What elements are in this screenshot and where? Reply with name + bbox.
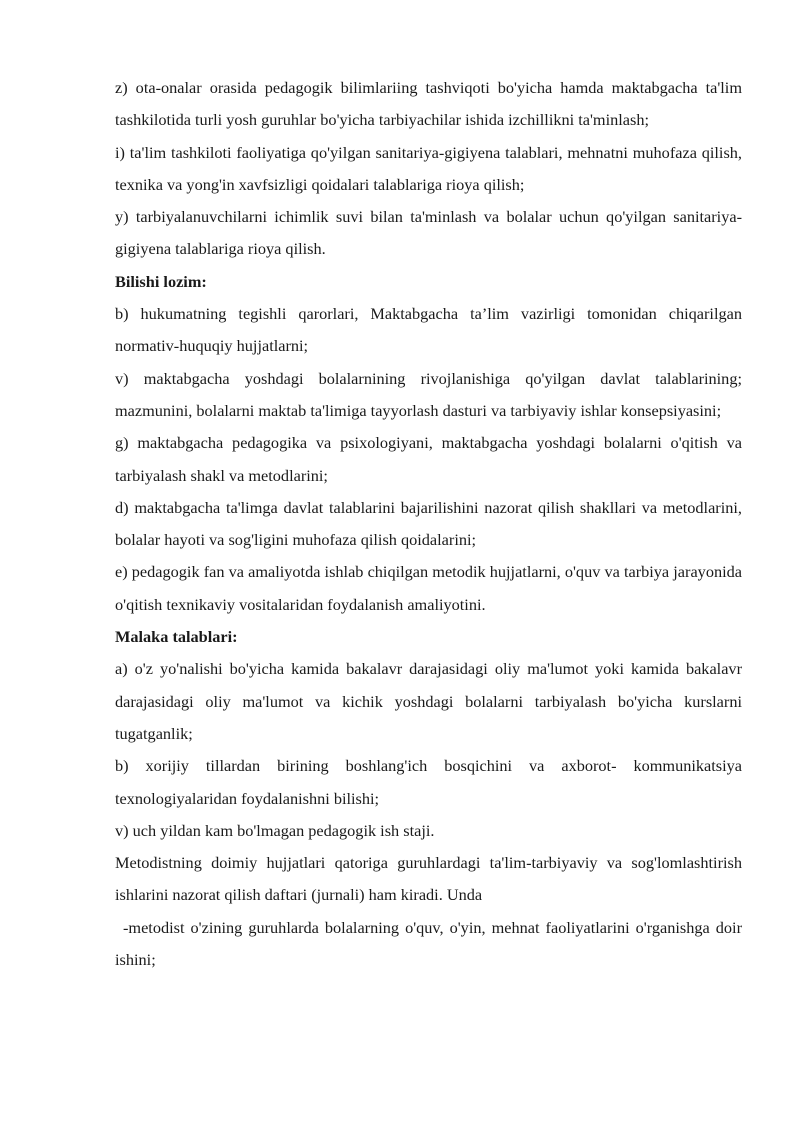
section-heading-bilishi-lozim: Bilishi lozim:: [115, 271, 207, 291]
paragraph-item-b-qualification: b) xorijiy tillardan birining boshlang'ich bosqichini va axborot- kommunikatsiya texnologiyalaridan foydalanishni bilishi;: [115, 756, 742, 808]
document-page: [115, 72, 742, 976]
paragraph-metodist-documents: Metodistning doimiy hujjatlari qatoriga guruhlardagi ta'lim-tarbiyaviy va sog'lomlashtirish ishlarini nazorat qilish daftari (jurnali) ham kiradi. Unda: [115, 853, 742, 905]
paragraph-item-e-knowledge: e) pedagogik fan va amaliyotda ishlab chiqilgan metodik hujjatlarni, o'quv va tarbiya jarayonida o'qitish texnikaviy vositalaridan foydalanish amaliyotini.: [115, 562, 742, 614]
paragraph-item-g-knowledge: g) maktabgacha pedagogika va psixologiyani, maktabgacha yoshdagi bolalarni o'qitish va tarbiyalash shakl va metodlarini;: [115, 433, 742, 485]
paragraph-item-y: y) tarbiyalanuvchilarni ichimlik suvi bilan ta'minlash va bolalar uchun qo'yilgan sanitariya-gigiyena talablariga rioya qilish.: [115, 207, 742, 259]
paragraph-item-d-knowledge: d) maktabgacha ta'limga davlat talablarini bajarilishini nazorat qilish shakllari va metodlarini, bolalar hayoti va sog'ligini muhofaza qilish qoidalarini;: [115, 497, 742, 550]
paragraph-item-i: i) ta'lim tashkiloti faoliyatiga qo'yilgan sanitariya-gigiyena talablari, mehnatni muhofaza qilish, texnika va yong'in xavfsizligi qoidalari talablariga rioya qilish;: [115, 142, 742, 194]
paragraph-item-a-qualification: a) o'z yo'nalishi bo'yicha kamida bakalavr darajasidagi oliy ma'lumot yoki kamida bakalavr darajasidagi oliy ma'lumot va kichik yoshdagi bolalarni tarbiyalash bo'yicha kurslarni tugatganlik;: [115, 659, 742, 743]
paragraph-item-v-knowledge: v) maktabgacha yoshdagi bolalarnining rivojlanishiga qo'yilgan davlat talablarining; mazmunini, bolalarni maktab ta'limiga tayyorlash dasturi va tarbiyaviy ishlar konsepsiyasini;: [115, 368, 742, 420]
section-heading-malaka-talablari: Malaka talablari:: [115, 627, 238, 647]
paragraph-item-v-qualification: v) uch yildan kam bo'lmagan pedagogik ish staji.: [115, 820, 435, 840]
paragraph-metodist-dash-item: -metodist o'zining guruhlarda bolalarning o'quv, o'yin, mehnat faoliyatlarini o'rganishga doir ishini;: [115, 917, 742, 970]
paragraph-item-z: z) ota-onalar orasida pedagogik bilimlariing tashviqoti bo'yicha hamda maktabgacha ta'lim tashkilotida turli yosh guruhlar bo'yicha tarbiyachilar ishida izchillikni ta'minlash;: [115, 78, 742, 130]
paragraph-item-b-knowledge: b) hukumatning tegishli qarorlari, Maktabgacha ta’lim vazirligi tomonidan chiqarilgan normativ-huquqiy hujjatlarni;: [115, 304, 742, 356]
